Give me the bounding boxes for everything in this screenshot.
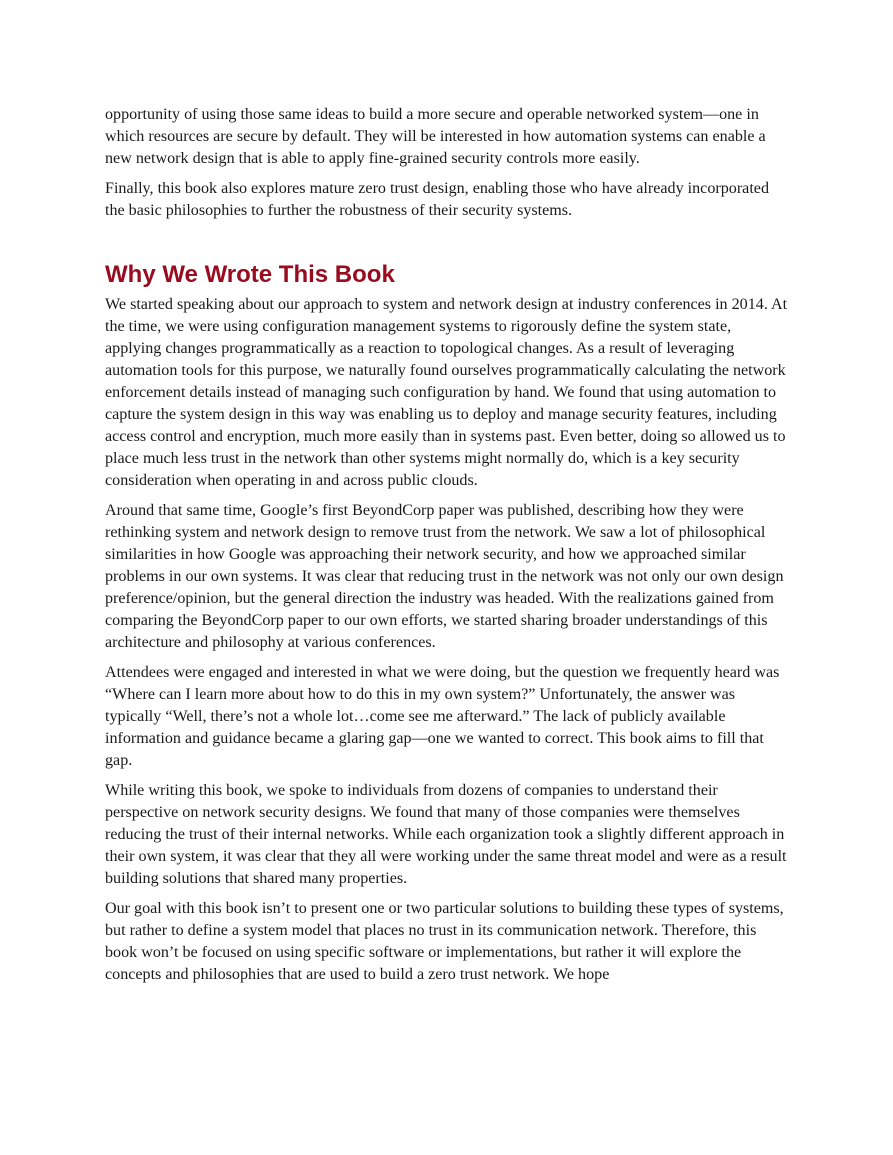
intro-paragraph-1: opportunity of using those same ideas to build a more secure and operable networked system—one in which resources are secure by default. They will be interested in how automation systems can enable a new network design that is able to apply fine-grained security controls more easily. [105, 106, 766, 167]
section-paragraph-3: Attendees were engaged and interested in what we were doing, but the question we frequently heard was “Where can I learn more about how to do this in my own system?” Unfortunately, the answer was typically “Well, there’s not a whole lot…come see me afterward.” The lack of publicly available information and guidance became a glaring gap—one we wanted to correct. This book aims to fill that gap. [105, 664, 780, 769]
intro-paragraph-2: Finally, this book also explores mature zero trust design, enabling those who have already incorporated the basic philosophies to further the robustness of their security systems. [105, 180, 769, 219]
section-paragraph-5: Our goal with this book isn’t to present one or two particular solutions to building these types of systems, but rather to define a system model that places no trust in its communication network. Therefore, this book won’t be focused on using specific software or implementations, but rather it will explore the concepts and philosophies that are used to build a zero trust network. We hope [105, 900, 784, 983]
section-paragraph-1: We started speaking about our approach to system and network design at industry conferences in 2014. At the time, we were using configuration management systems to rigorously define the system state, applying changes programmatically as a reaction to topological changes. As a result of leveraging automation tools for this purpose, we naturally found ourselves programmatically calculating the network enforcement details instead of managing such configuration by hand. We found that using automation to capture the system design in this way was enabling us to deploy and manage security features, including access control and encryption, much more easily than in systems past. Even better, doing so allowed us to place much less trust in the network than other systems might normally do, which is a key security consideration when operating in and across public clouds. [105, 296, 788, 489]
section-paragraph-4: While writing this book, we spoke to individuals from dozens of companies to understand their perspective on network security designs. We found that many of those companies were themselves reducing the trust of their internal networks. While each organization took a slightly different approach in their own system, it was clear that they all were working under the same threat model and were as a result building solutions that shared many properties. [105, 782, 787, 887]
section-paragraph-2: Around that same time, Google’s first BeyondCorp paper was published, describing how they were rethinking system and network design to remove trust from the network. We saw a lot of philosophical similarities in how Google was approaching their network security, and how we approached similar problems in our own systems. It was clear that reducing trust in the network was not only our own design preference/opinion, but the general direction the industry was headed. With the realizations gained from comparing the BeyondCorp paper to our own efforts, we started sharing broader understandings of this architecture and philosophy at various conferences. [105, 502, 784, 651]
section-heading: Why We Wrote This Book [105, 261, 395, 288]
document-page [105, 104, 791, 994]
